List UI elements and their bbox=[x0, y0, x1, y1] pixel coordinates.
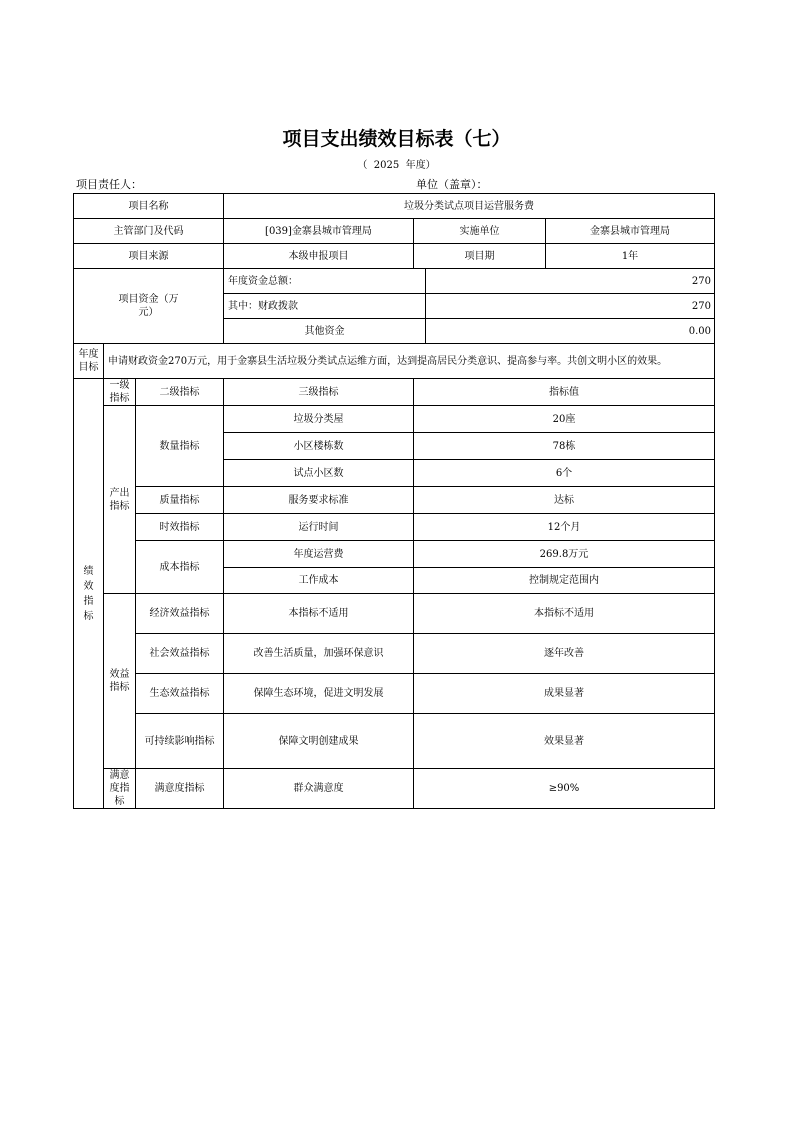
period-label: 项目期 bbox=[414, 244, 546, 269]
performance-table bbox=[73, 193, 715, 809]
funds-label bbox=[74, 269, 224, 344]
source-label: 项目来源 bbox=[74, 244, 224, 269]
eco-label: 生态效益指标 bbox=[136, 674, 224, 714]
owner-label: 项目责任人： bbox=[76, 178, 142, 191]
indicator-value: 6个 bbox=[414, 460, 715, 487]
goal-label bbox=[74, 344, 104, 379]
col-level2: 二级指标 bbox=[136, 379, 224, 406]
economic-label: 经济效益指标 bbox=[136, 594, 224, 634]
indicator-name: 本指标不适用 bbox=[224, 594, 414, 634]
sustain-label: 可持续影响指标 bbox=[136, 714, 224, 769]
indicator-value: 269.8万元 bbox=[414, 541, 715, 568]
quality-label: 质量指标 bbox=[136, 487, 224, 514]
col-value: 指标值 bbox=[414, 379, 715, 406]
unit-label: 单位（盖章）： bbox=[416, 178, 488, 191]
goal-text: 申请财政资金270万元，用于金寨县生活垃圾分类试点运维方面，达到提高居民分类意识、提高参与率。共创文明小区的效果。 bbox=[104, 344, 715, 379]
project-name-label: 项目名称 bbox=[74, 194, 224, 219]
dept-label: 主管部门及代码 bbox=[74, 219, 224, 244]
quantity-label: 数量指标 bbox=[136, 406, 224, 487]
other-value: 0.00 bbox=[426, 319, 715, 344]
satis2-label: 满意度指标 bbox=[136, 769, 224, 809]
indicator-value: ≥90% bbox=[414, 769, 715, 809]
indicators-section-label bbox=[74, 379, 104, 809]
col-level1 bbox=[104, 379, 136, 406]
indicator-name: 服务要求标准 bbox=[224, 487, 414, 514]
social-label: 社会效益指标 bbox=[136, 634, 224, 674]
total-label: 年度资金总额： bbox=[224, 269, 426, 294]
indicator-value: 20座 bbox=[414, 406, 715, 433]
period-value: 1年 bbox=[546, 244, 715, 269]
indicator-name: 试点小区数 bbox=[224, 460, 414, 487]
indicator-name: 年度运营费 bbox=[224, 541, 414, 568]
effect-label-text: 效益指标 bbox=[109, 669, 130, 693]
indicator-name: 运行时间 bbox=[224, 514, 414, 541]
source-value: 本级申报项目 bbox=[224, 244, 414, 269]
output-label-text: 产出指标 bbox=[109, 487, 130, 512]
indicator-name: 保障生态环境，促进文明发展 bbox=[224, 674, 414, 714]
dept-value: [039]金寨县城市管理局 bbox=[224, 219, 414, 244]
indicator-value: 成果显著 bbox=[414, 674, 715, 714]
time-label: 时效指标 bbox=[136, 514, 224, 541]
indicator-name: 保障文明创建成果 bbox=[224, 714, 414, 769]
indicator-value: 控制规定范围内 bbox=[414, 568, 715, 594]
other-label: 其他资金 bbox=[224, 319, 426, 344]
effect-label bbox=[104, 594, 136, 769]
fiscal-value: 270 bbox=[426, 294, 715, 319]
indicator-name: 改善生活质量，加强环保意识 bbox=[224, 634, 414, 674]
goal-label-text: 年度目标 bbox=[78, 349, 99, 373]
indicator-value: 本指标不适用 bbox=[414, 594, 715, 634]
indicator-value: 逐年改善 bbox=[414, 634, 715, 674]
indicator-name: 小区楼栋数 bbox=[224, 433, 414, 460]
satisfaction-label-text: 满意度指标 bbox=[109, 770, 130, 807]
indicator-value: 效果显著 bbox=[414, 714, 715, 769]
year-line: （ 2025 年度） bbox=[357, 160, 436, 171]
indicator-value: 12个月 bbox=[414, 514, 715, 541]
indicator-value: 达标 bbox=[414, 487, 715, 514]
indicator-name: 群众满意度 bbox=[224, 769, 414, 809]
indicators-section-text: 绩效指标 bbox=[83, 565, 94, 622]
indicator-name: 垃圾分类屋 bbox=[224, 406, 414, 433]
total-value: 270 bbox=[426, 269, 715, 294]
indicator-name: 工作成本 bbox=[224, 568, 414, 594]
impl-label: 实施单位 bbox=[414, 219, 546, 244]
output-label bbox=[104, 406, 136, 594]
project-name-value: 垃圾分类试点项目运营服务费 bbox=[224, 194, 715, 219]
impl-value: 金寨县城市管理局 bbox=[546, 219, 715, 244]
fiscal-label: 其中：财政拨款 bbox=[224, 294, 426, 319]
page-title: 项目支出绩效目标表（七） bbox=[282, 128, 511, 150]
col-level3: 三级指标 bbox=[224, 379, 414, 406]
col-level1-text: 一级指标 bbox=[109, 380, 130, 404]
indicator-value: 78栋 bbox=[414, 433, 715, 460]
funds-label-text: 项目资金（万元） bbox=[118, 294, 179, 318]
satisfaction-label bbox=[104, 769, 136, 809]
cost-label: 成本指标 bbox=[136, 541, 224, 594]
